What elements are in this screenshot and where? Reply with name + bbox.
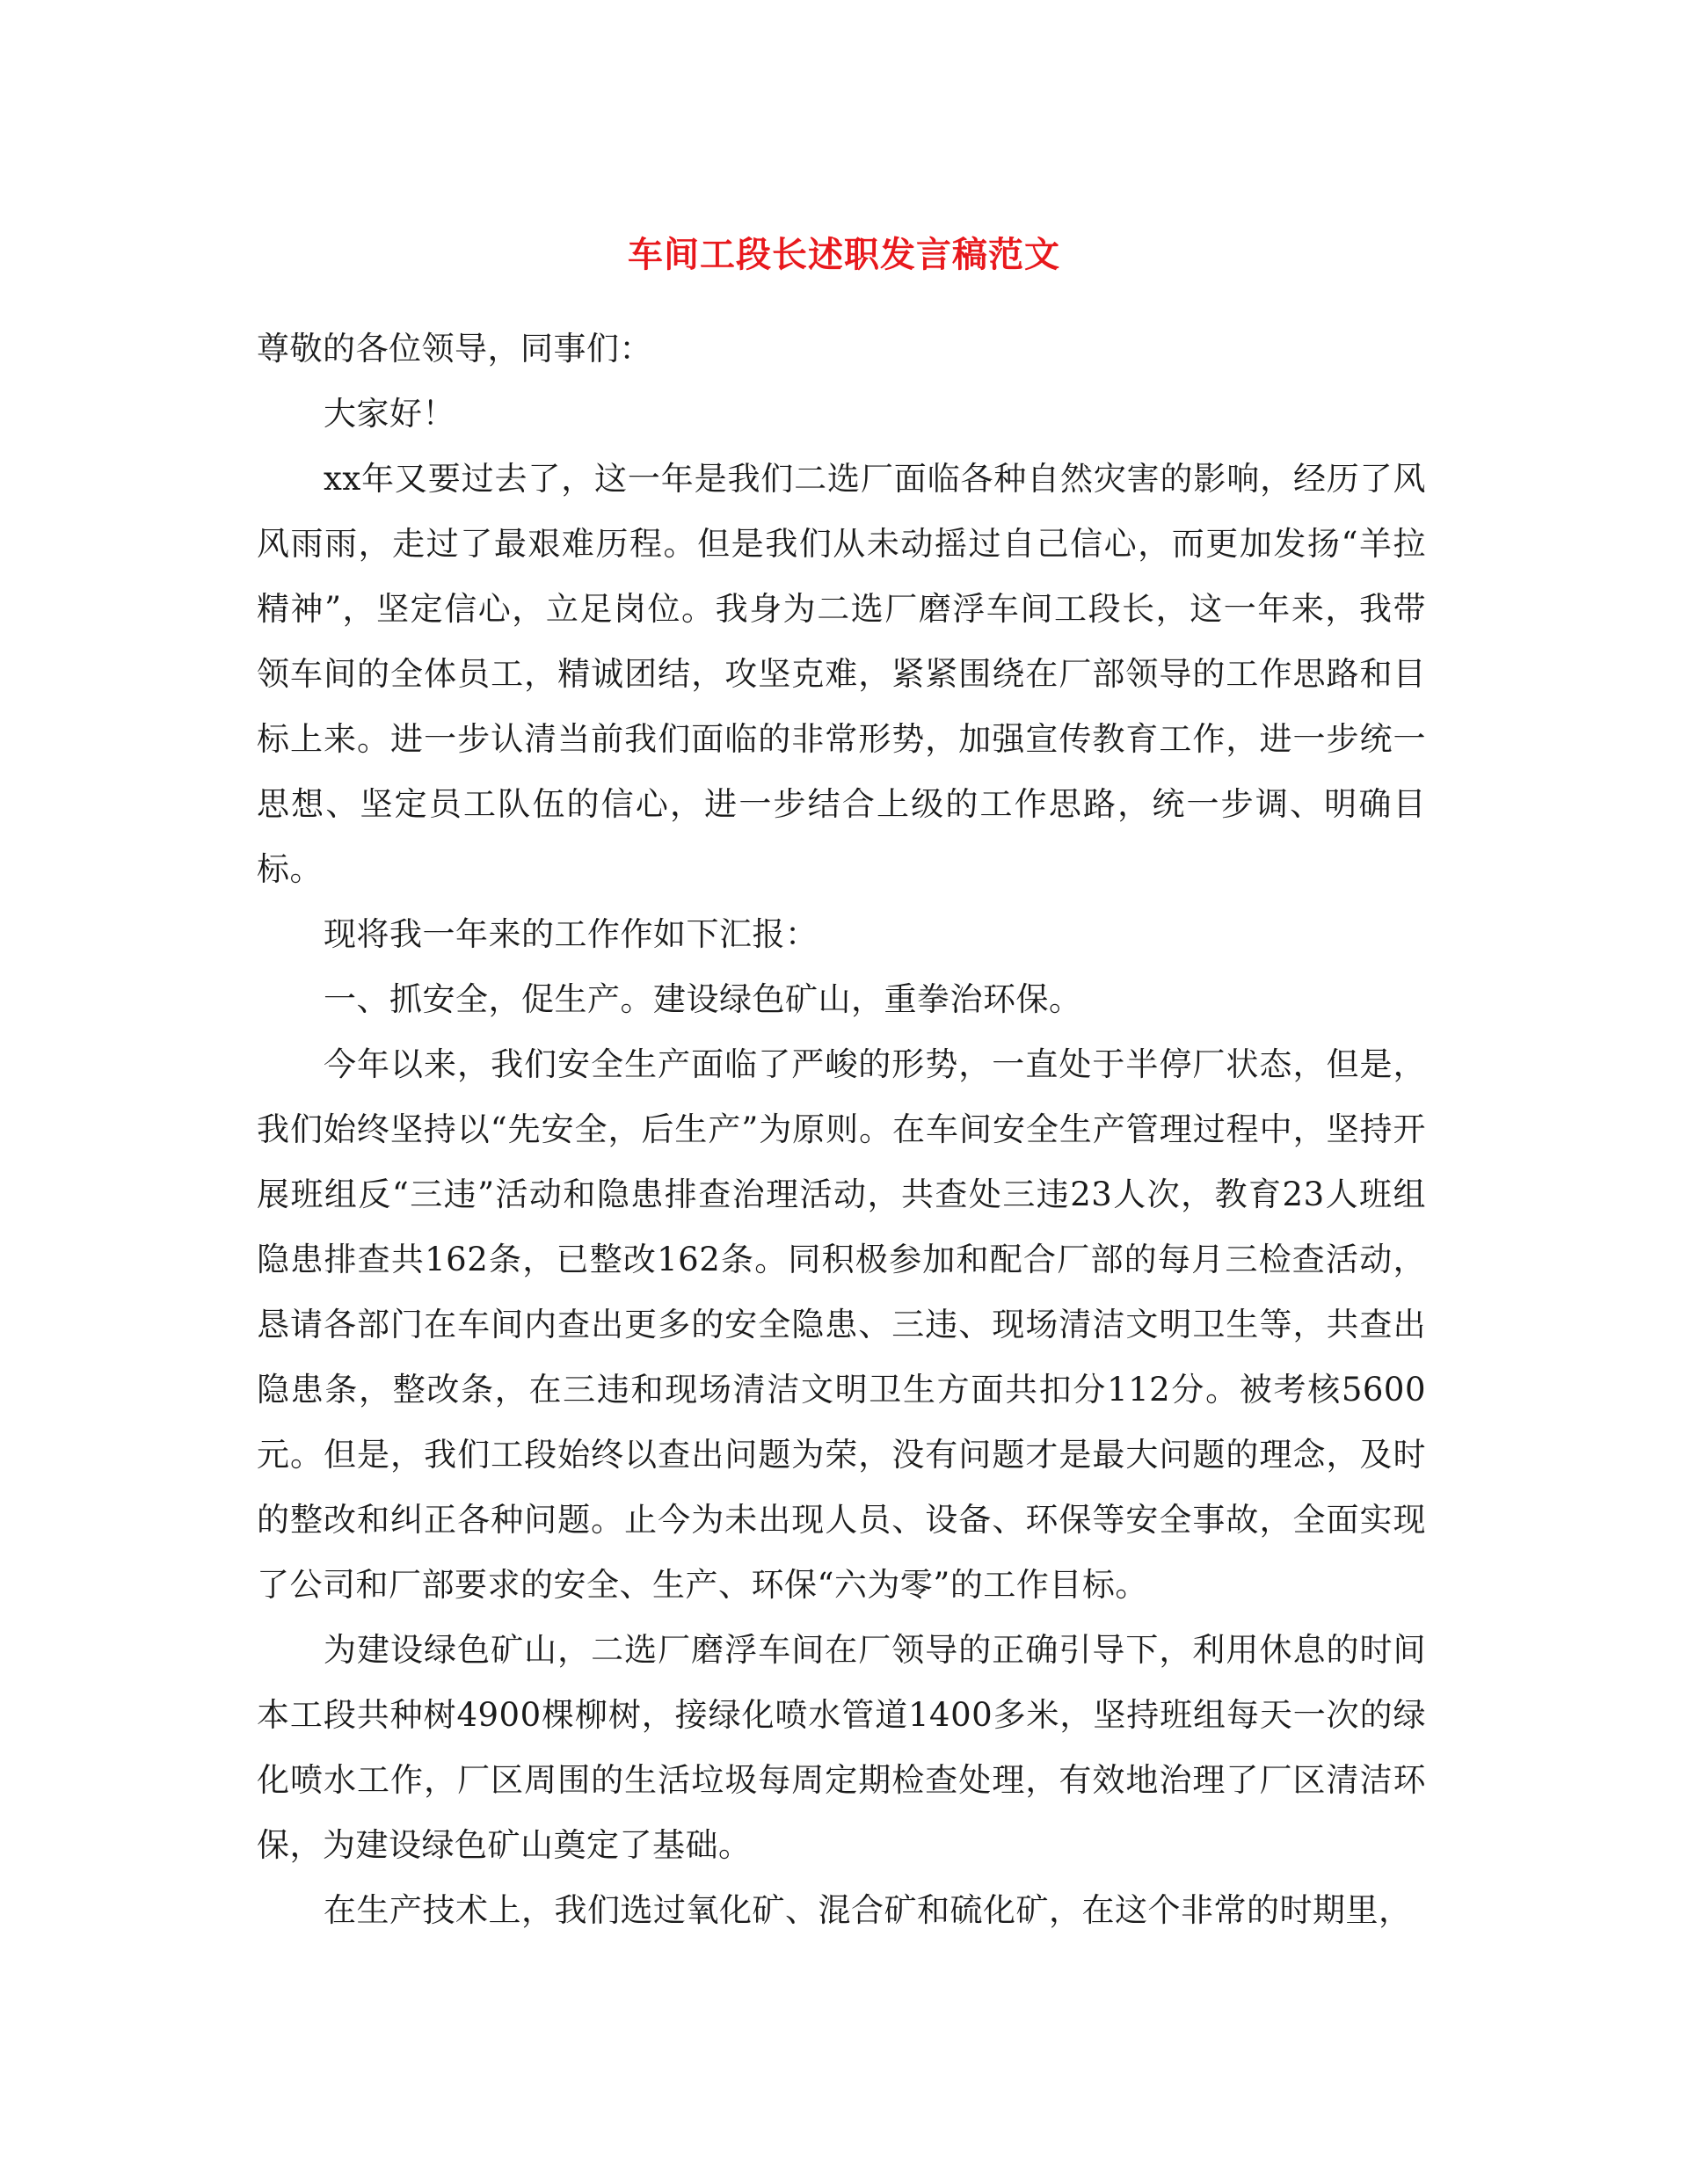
salutation-paragraph: 尊敬的各位领导，同事们：	[257, 330, 652, 368]
document-title: 车间工段长述职发言稿范文	[628, 234, 1060, 275]
tech-paragraph: 在生产技术上，我们选过氧化矿、混合矿和硫化矿，在这个非常的时期里，	[324, 1891, 1412, 1929]
document-body	[257, 317, 1426, 1943]
safety-paragraph: 今年以来，我们安全生产面临了严峻的形势，一直处于半停厂状态，但是，我们始终坚持以“先安全，后生产”为原则。在车间安全生产管理过程中，坚持开展班组反“三违”活动和隐患排查治理活动，共查处三违23人次，教育23人班组隐患排查共162条，已整改162条。同积极参加和配合厂部的每月三检查活动，恳请各部门在车间内查出更多的安全隐患、三违、现场清洁文明卫生等，共查出隐患条，整改条，在三违和现场清洁文明卫生方面共扣分112分。被考核5600元。但是，我们工段始终以查出问题为荣，没有问题才是最大问题的理念，及时的整改和纠正各种问题。止今为未出现人员、设备、环保等安全事故，全面实现了公司和厂部要求的安全、生产、环保“六为零”的工作目标。	[257, 1045, 1426, 1604]
report-lead-paragraph: 现将我一年来的工作作如下汇报：	[324, 915, 819, 953]
section-heading: 一、抓安全，促生产。建设绿色矿山，重拳治环保。	[324, 980, 1082, 1018]
green-mine-paragraph: 为建设绿色矿山，二选厂磨浮车间在厂领导的正确引导下，利用休息的时间本工段共种树4900棵柳树，接绿化喷水管道1400多米，坚持班组每天一次的绿化喷水工作，厂区周围的生活垃圾每周定期检查处理，有效地治理了厂区清洁环保，为建设绿色矿山奠定了基础。	[257, 1631, 1426, 1864]
greeting-paragraph: 大家好！	[324, 395, 455, 433]
intro-paragraph: xx年又要过去了，这一年是我们二选厂面临各种自然灾害的影响，经历了风风雨雨，走过了最艰难历程。但是我们从未动摇过自己信心，而更加发扬“羊拉精神”，坚定信心，立足岗位。我身为二选厂磨浮车间工段长，这一年来，我带领车间的全体员工，精诚团结，攻坚克难，紧紧围绕在厂部领导的工作思路和目标上来。进一步认清当前我们面临的非常形势，加强宣传教育工作，进一步统一思想、坚定员工队伍的信心，进一步结合上级的工作思路，统一步调、明确目标。	[257, 460, 1426, 888]
